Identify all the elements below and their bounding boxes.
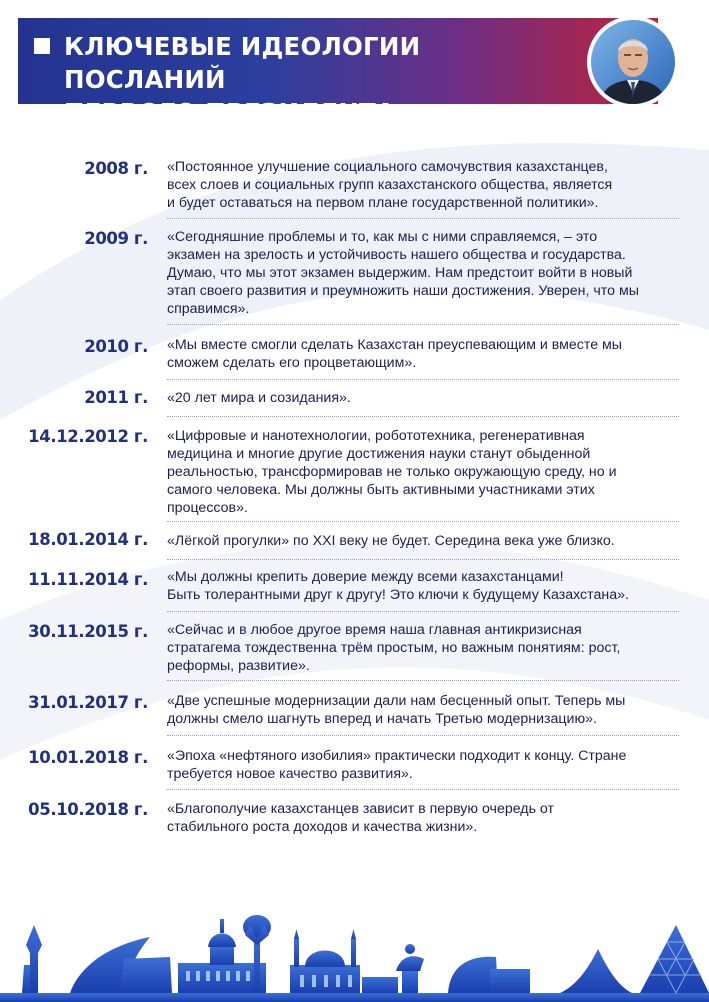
- entry-date: 10.01.2018 г.: [28, 748, 148, 767]
- city-skyline-illustration: [0, 905, 709, 1002]
- entry-date: 30.11.2015 г.: [28, 622, 148, 641]
- entry-date: 2011 г.: [84, 388, 148, 407]
- quote-line: экзамен на зрелость и устойчивость нашего общества и государства.: [167, 247, 626, 263]
- page-title: [64, 30, 584, 162]
- separator: [167, 416, 679, 417]
- entry-quote: [167, 568, 679, 604]
- separator: [167, 521, 679, 522]
- quote-line: «Цифровые и нанотехнологии, робототехника, регенеративная: [167, 428, 585, 444]
- entry-quote: [167, 228, 679, 318]
- title-line-2: ПЕРВОГО ПРЕЗИДЕНТА КАЗАХСТАНА: [64, 98, 396, 160]
- entry-quote: [167, 747, 679, 783]
- quote-line: «Благополучие казахстанцев зависит в первую очередь от: [167, 801, 554, 817]
- quote-line: самого человека. Мы должны быть активными участниками этих: [167, 482, 595, 498]
- quote-line: требуется новое качество развития».: [167, 766, 413, 782]
- quote-line: «20 лет мира и созидания».: [167, 390, 351, 406]
- separator: [167, 324, 679, 325]
- entry-date: 2010 г.: [84, 337, 148, 356]
- quote-line: Думаю, что мы этот экзамен выдержим. Нам предстоит войти в новый: [167, 265, 633, 281]
- quote-line: «Сегодняшние проблемы и то, как мы с ними справляемся, – это: [167, 229, 598, 245]
- quote-line: «Эпоха «нефтяного изобилия» практически подходит к концу. Стране: [167, 748, 627, 764]
- quote-line: медицина и многие другие достижения науки станут обыденной: [167, 446, 591, 462]
- quote-line: реформы, развитие».: [167, 658, 310, 674]
- entry-date: 31.01.2017 г.: [28, 693, 148, 712]
- entry-quote: [167, 336, 679, 372]
- header-banner: [18, 18, 658, 160]
- quote-line: «Мы должны крепить доверие между всеми казахстанцами!: [167, 569, 564, 585]
- entry-quote: [167, 427, 679, 517]
- entry-quote: [167, 532, 679, 550]
- quote-line: всех слоев и социальных групп казахстанского общества, является: [167, 177, 613, 193]
- quote-line: сможем сделать его процветающим».: [167, 355, 417, 371]
- header-square-icon: [34, 38, 50, 54]
- separator: [167, 789, 679, 790]
- entry-quote: [167, 158, 679, 212]
- separator: [167, 559, 679, 560]
- entry-date: 2008 г.: [84, 159, 148, 178]
- quote-line: «Мы вместе смогли сделать Казахстан преуспевающим и вместе мы: [167, 337, 622, 353]
- quote-line: справимся».: [167, 301, 250, 317]
- entry-quote: [167, 621, 679, 675]
- quote-line: Быть толерантными друг к другу! Это ключи к будущему Казахстана».: [167, 587, 629, 603]
- quote-line: и будет оставаться на первом плане государственной политики».: [167, 195, 599, 211]
- quote-line: должны смело шагнуть вперед и начать Третью модернизацию».: [167, 711, 597, 727]
- president-portrait: [587, 16, 679, 108]
- separator: [167, 680, 679, 681]
- quote-line: стабильного роста доходов и качества жизни».: [167, 819, 478, 835]
- entry-quote: [167, 800, 679, 836]
- quote-line: «Постоянное улучшение социального самочувствия казахстанцев,: [167, 159, 608, 175]
- entry-date: 14.12.2012 г.: [28, 427, 148, 446]
- quote-line: стратагема тождественна трём простым, но важным понятиям: рост,: [167, 640, 621, 656]
- entry-quote: [167, 389, 679, 407]
- quote-line: этап своего развития и преумножить наши достижения. Уверен, что мы: [167, 283, 639, 299]
- entry-date: 11.11.2014 г.: [28, 570, 148, 589]
- portrait-image: [591, 20, 675, 104]
- separator: [167, 218, 679, 219]
- quote-line: «Две успешные модернизации дали нам бесценный опыт. Теперь мы: [167, 693, 626, 709]
- quote-line: реальностью, трансформировав не только окружающую среду, но и: [167, 464, 617, 480]
- quote-line: «Лёгкой прогулки» по XXI веку не будет. Середина века уже близко.: [167, 533, 615, 549]
- entry-quote: [167, 692, 679, 728]
- quote-line: «Сейчас и в любое другое время наша главная антикризисная: [167, 622, 582, 638]
- separator: [167, 735, 679, 736]
- title-line-1: КЛЮЧЕВЫЕ ИДЕОЛОГИИ ПОСЛАНИЙ: [64, 32, 421, 94]
- separator: [167, 379, 679, 380]
- quote-line: процессов».: [167, 500, 248, 516]
- separator: [167, 611, 679, 612]
- entry-date: 05.10.2018 г.: [28, 800, 148, 819]
- entry-date: 2009 г.: [84, 229, 148, 248]
- entry-date: 18.01.2014 г.: [28, 530, 148, 549]
